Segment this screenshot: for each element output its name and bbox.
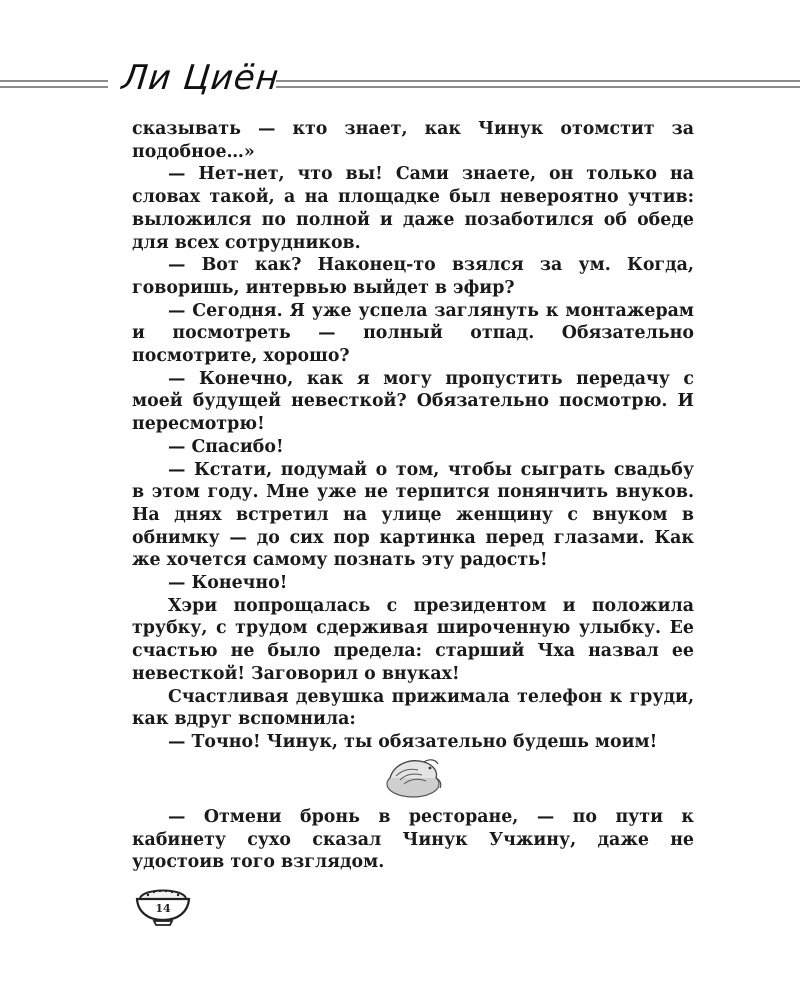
paragraph-11: — Точно! Чинук, ты обязательно будешь моим! xyxy=(168,731,658,752)
header-rule-right xyxy=(276,80,800,88)
paragraph-9: Хэри попрощалась с президентом и положила трубку, с трудом сдерживая широченную улыбку. Ее счастью не было предела: старший Чха назвал ее невесткой! Заговорил о внуках! xyxy=(132,595,694,684)
paragraph-4: — Сегодня. Я уже успела заглянуть к монтажерам и посмотреть — полный отпад. Обязательно посмотрите, хорошо? xyxy=(132,300,694,367)
paragraph-6: — Спасибо! xyxy=(168,436,284,457)
body-text xyxy=(132,118,694,754)
shrimp-dumpling-icon xyxy=(380,754,446,800)
header-rule-left xyxy=(0,80,108,88)
paragraph-12: — Отмени бронь в ресторане, — по пути к кабинету сухо сказал Чинук Учжину, даже не удостоив того взглядом. xyxy=(132,807,694,873)
paragraph-3: — Вот как? Наконец-то взялся за ум. Когда, говоришь, интервью выйдет в эфир? xyxy=(132,255,694,298)
paragraph-10: Счастливая девушка прижимала телефон к груди, как вдруг вспомнила: xyxy=(132,686,694,730)
running-head-author: Ли Циён xyxy=(119,58,282,98)
paragraph-1: сказывать — кто знает, как Чинук отомстит за подобное…» xyxy=(132,119,694,162)
body-text-after-break xyxy=(132,806,694,874)
paragraph-5: — Конечно, как я могу пропустить передачу с моей будущей невесткой? Обязательно посмотрю. И пересмотрю! xyxy=(132,368,694,435)
paragraph-7: — Кстати, подумай о том, чтобы сыграть свадьбу в этом году. Мне уже не терпится понянчить внуков. На днях встретил на улице женщину с внуком в обнимку — до сих пор картинка перед глазами. Как же хочется самому познать эту радость! xyxy=(132,459,694,571)
paragraph-8: — Конечно! xyxy=(168,573,288,594)
page-number: 14 xyxy=(155,902,171,915)
paragraph-2: — Нет-нет, что вы! Сами знаете, он только на словах такой, а на площадке был невероятно учтив: выложился по полной и даже позаботился об обеде для всех сотрудников. xyxy=(132,164,694,253)
